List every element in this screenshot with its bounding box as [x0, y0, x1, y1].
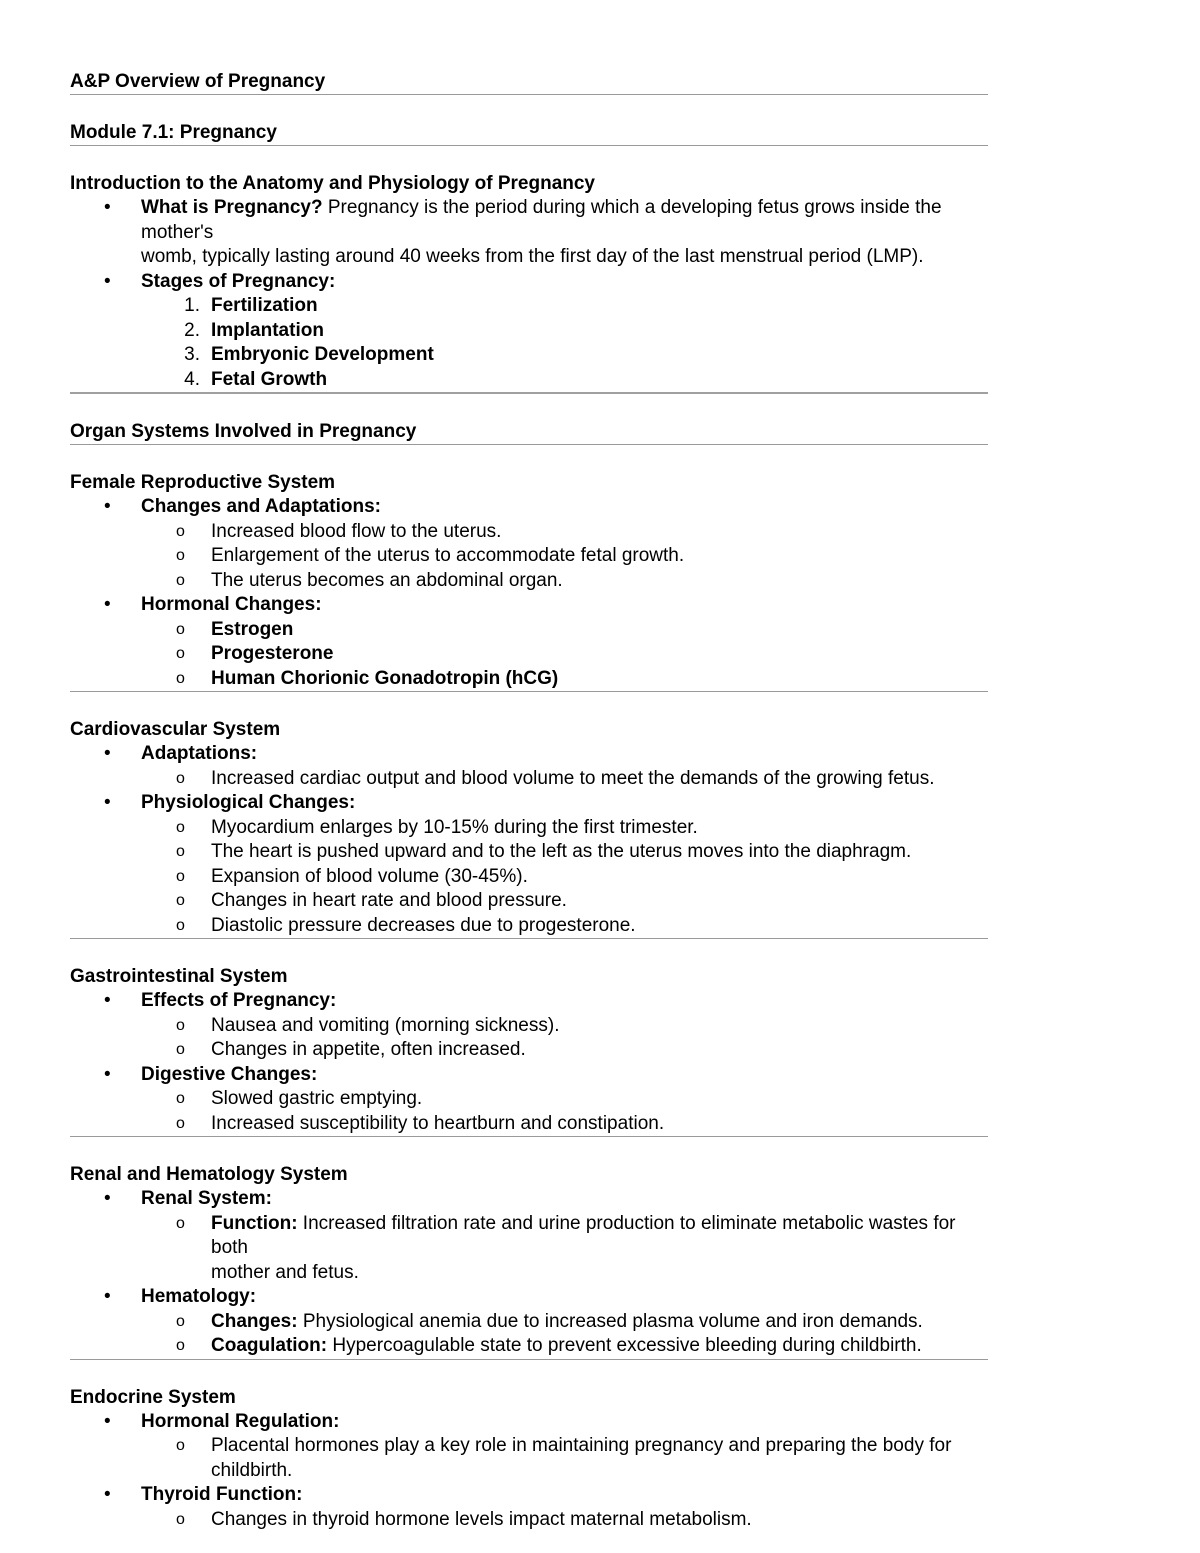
stage-number: 1. — [184, 295, 200, 316]
bullet-icon: • — [104, 496, 111, 517]
sub-list-item — [70, 642, 988, 667]
list-item — [70, 1483, 988, 1508]
stage-item — [70, 368, 988, 395]
bullet-icon: • — [104, 594, 111, 615]
reproductive-heading: Female Reproductive System — [70, 472, 336, 493]
item-text: Increased cardiac output and blood volume to meet the demands of the growing fetus. — [211, 767, 935, 789]
sub-bullet-icon: o — [176, 1041, 185, 1058]
list-item — [70, 742, 988, 767]
sub-list-item — [70, 1087, 988, 1112]
sub-bullet-icon: o — [176, 916, 185, 934]
sub-bullet-icon: o — [176, 1016, 185, 1034]
sub-bullet-icon: o — [176, 892, 185, 909]
sub-bullet-icon: o — [176, 522, 185, 540]
item-text: Placental hormones play a key role in maintaining pregnancy and preparing the body for childbirth. — [211, 1435, 952, 1481]
function-label: Function: — [211, 1212, 298, 1234]
sub-bullet-icon: o — [176, 818, 185, 836]
sub-list-item — [70, 618, 988, 643]
sub-list-item — [70, 816, 988, 841]
bullet-icon: • — [104, 1484, 111, 1505]
adaptations-label: Adaptations: — [141, 743, 258, 764]
list-item — [70, 791, 988, 816]
sub-bullet-icon: o — [176, 1312, 185, 1330]
list-item — [70, 989, 988, 1014]
item-text: The heart is pushed upward and to the left as the uterus moves into the diaphragm. — [211, 841, 912, 862]
module-title: Module 7.1: Pregnancy — [70, 121, 988, 146]
list-item — [70, 1187, 988, 1212]
bullet-icon: • — [104, 197, 111, 218]
sub-bullet-icon: o — [176, 1214, 185, 1232]
item-text: Changes in thyroid hormone levels impact maternal metabolism. — [211, 1508, 752, 1530]
item-text: Slowed gastric emptying. — [211, 1088, 423, 1109]
stage-label: Implantation — [211, 319, 324, 341]
stage-label: Fertilization — [211, 295, 318, 316]
list-item — [70, 495, 988, 520]
changes-label: Changes: — [211, 1310, 298, 1332]
item-text: Expansion of blood volume (30-45%). — [211, 865, 528, 887]
bullet-icon: • — [104, 270, 111, 292]
item-text: Enlargement of the uterus to accommodate fetal growth. — [211, 545, 685, 566]
sub-list-item — [70, 1334, 988, 1360]
sub-list-item — [70, 1434, 988, 1483]
sub-bullet-icon: o — [176, 620, 185, 638]
sub-list-item — [70, 914, 988, 940]
sub-list-item-continuation: mother and fetus. — [211, 1261, 359, 1283]
sub-bullet-icon: o — [176, 1337, 185, 1354]
gi-heading: Gastrointestinal System — [70, 966, 288, 987]
changes-label: Changes and Adaptations: — [141, 496, 381, 517]
reproductive-section — [70, 471, 988, 692]
sub-bullet-icon: o — [176, 1090, 185, 1107]
sub-list-item — [70, 667, 988, 693]
cardio-heading: Cardiovascular System — [70, 719, 281, 740]
stages-label: Stages of Pregnancy: — [141, 270, 336, 292]
stage-label: Fetal Growth — [211, 368, 328, 390]
sub-list-item — [70, 840, 988, 865]
intro-heading: Introduction to the Anatomy and Physiology of Pregnancy — [70, 173, 595, 194]
stage-number: 4. — [184, 368, 200, 390]
sub-bullet-icon: o — [176, 571, 185, 589]
sub-list-item — [70, 520, 988, 545]
item-text: Increased susceptibility to heartburn and constipation. — [211, 1112, 665, 1134]
bullet-icon: • — [104, 743, 111, 764]
stage-item — [70, 319, 988, 344]
stage-label: Embryonic Development — [211, 344, 434, 365]
sub-list-item — [70, 569, 988, 594]
sub-list-item — [70, 544, 988, 569]
sub-list-item — [70, 1014, 988, 1039]
sub-bullet-icon: o — [176, 843, 185, 860]
thyroid-label: Thyroid Function: — [141, 1484, 303, 1505]
item-text: Diastolic pressure decreases due to progesterone. — [211, 914, 636, 936]
endocrine-heading: Endocrine System — [70, 1386, 236, 1408]
endocrine-section — [70, 1386, 988, 1533]
cardio-section — [70, 718, 988, 939]
item-text: Hypercoagulable state to prevent excessive bleeding during childbirth. — [327, 1335, 922, 1356]
bullet-icon: • — [104, 990, 111, 1011]
item-text: Nausea and vomiting (morning sickness). — [211, 1014, 560, 1036]
item-text: Physiological anemia due to increased plasma volume and iron demands. — [297, 1310, 923, 1332]
sub-list-item — [70, 1112, 988, 1138]
sub-bullet-icon: o — [176, 769, 185, 787]
effects-label: Effects of Pregnancy: — [141, 990, 337, 1011]
sub-bullet-icon: o — [176, 1437, 185, 1454]
renal-label: Renal System: — [141, 1188, 272, 1209]
hormonal-label: Hormonal Regulation: — [141, 1410, 340, 1432]
coag-label: Coagulation: — [211, 1335, 328, 1356]
what-label: What is Pregnancy? — [141, 197, 323, 218]
sub-list-item — [70, 1508, 988, 1533]
digestive-label: Digestive Changes: — [141, 1063, 318, 1085]
sub-bullet-icon: o — [176, 669, 185, 687]
item-text: Estrogen — [211, 618, 294, 640]
sub-bullet-icon: o — [176, 547, 185, 564]
item-text: Human Chorionic Gonadotropin (hCG) — [211, 667, 559, 689]
sub-list-item — [70, 1310, 988, 1335]
list-item — [70, 593, 988, 618]
physio-label: Physiological Changes: — [141, 792, 356, 813]
intro-section — [70, 172, 988, 394]
list-item — [70, 1410, 988, 1435]
list-item — [70, 270, 988, 295]
item-text: Progesterone — [211, 643, 334, 664]
item-text: Myocardium enlarges by 10-15% during the first trimester. — [211, 816, 698, 838]
bullet-icon: • — [104, 1286, 111, 1307]
sub-bullet-icon: o — [176, 1510, 185, 1528]
sub-list-item — [70, 865, 988, 890]
hematology-label: Hematology: — [141, 1286, 257, 1307]
sub-bullet-icon: o — [176, 1114, 185, 1132]
list-item-continuation: womb, typically lasting around 40 weeks from the first day of the last menstrual period (LMP). — [141, 246, 924, 267]
stage-item — [70, 294, 988, 319]
renal-section — [70, 1163, 988, 1360]
hormonal-label: Hormonal Changes: — [141, 594, 322, 615]
sub-bullet-icon: o — [176, 645, 185, 662]
item-text: Changes in appetite, often increased. — [211, 1039, 526, 1060]
list-item — [70, 1285, 988, 1310]
what-text: Pregnancy is the period during which a developing fetus grows inside the mother's — [141, 197, 942, 243]
gi-section — [70, 965, 988, 1137]
bullet-icon: • — [104, 1188, 111, 1209]
item-text: Increased blood flow to the uterus. — [211, 520, 502, 542]
list-item — [70, 196, 988, 245]
sub-list-item — [70, 1212, 988, 1261]
list-item — [70, 1063, 988, 1088]
document-page — [70, 70, 988, 1532]
stage-number: 3. — [184, 344, 200, 365]
item-text: Increased filtration rate and urine production to eliminate metabolic wastes for both — [211, 1212, 956, 1258]
sub-list-item — [70, 767, 988, 792]
item-text: Changes in heart rate and blood pressure. — [211, 890, 567, 911]
bullet-icon: • — [104, 1410, 111, 1432]
item-text: The uterus becomes an abdominal organ. — [211, 569, 563, 591]
sub-bullet-icon: o — [176, 867, 185, 885]
bullet-icon: • — [104, 1063, 111, 1085]
sub-list-item — [70, 1038, 988, 1063]
organ-systems-heading: Organ Systems Involved in Pregnancy — [70, 420, 988, 445]
stage-item — [70, 343, 988, 368]
bullet-icon: • — [104, 792, 111, 813]
sub-list-item — [70, 889, 988, 914]
document-title: A&P Overview of Pregnancy — [70, 70, 988, 95]
renal-heading: Renal and Hematology System — [70, 1164, 348, 1185]
stage-number: 2. — [184, 319, 200, 341]
